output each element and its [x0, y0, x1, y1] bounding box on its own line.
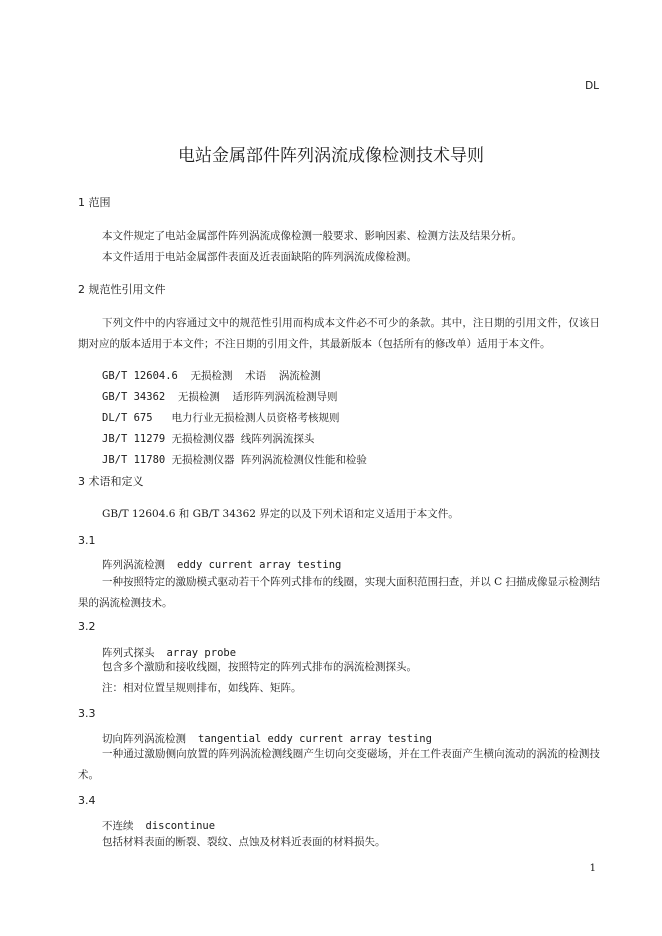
- document-title: 电站金属部件阵列涡流成像检测技术导则: [178, 146, 484, 166]
- document-code: DL: [585, 80, 599, 92]
- term-definition: 包括材料表面的断裂、裂纹、点蚀及材料近表面的材料损失。: [102, 836, 386, 848]
- term-zh: 阵列涡流检测: [102, 559, 165, 571]
- reference-item: DL/T 675 电力行业无损检测人员资格考核规则: [102, 412, 340, 424]
- scope-paragraph-1: 本文件规定了电站金属部件阵列涡流成像检测一般要求、影响因素、检测方法及结果分析。: [102, 230, 522, 242]
- term-number: 3.4: [78, 794, 96, 807]
- reference-item: JB/T 11279 无损检测仪器 线阵列涡流探头: [102, 433, 315, 445]
- term-zh: 切向阵列涡流检测: [102, 733, 186, 745]
- term-zh: 不连续: [102, 820, 134, 832]
- reference-item: GB/T 12604.6 无损检测 术语 涡流检测: [102, 370, 321, 382]
- term-en: array probe: [166, 647, 237, 659]
- section-1-body: [78, 226, 600, 268]
- term-en: discontinue: [145, 820, 216, 832]
- term-number: 3.2: [78, 620, 96, 633]
- reference-list: [102, 366, 367, 471]
- section-2-heading: 2 规范性引用文件: [78, 283, 166, 296]
- section-3-intro: GB/T 12604.6 和 GB/T 34362 界定的以及下列术语和定义适用于本文件。: [102, 508, 459, 520]
- term-zh: 阵列式探头: [102, 647, 155, 659]
- term-definition: 包含多个激励和接收线圈，按照特定的阵列式排布的涡流检测探头。: [102, 661, 417, 673]
- term-definition: 一种通过激励侧向放置的阵列涡流检测线圈产生切向交变磁场，并在工件表面产生横向流动的涡流的检测技术。: [78, 748, 600, 781]
- page-number: 1: [589, 863, 596, 874]
- term-definition: 一种按照特定的激励模式驱动若干个阵列式排布的线圈，实现大面积范围扫查，并以 C 扫描成像显示检测结果的涡流检测技术。: [78, 576, 600, 609]
- section-2-intro: 下列文件中的内容通过文中的规范性引用而构成本文件必不可少的条款。其中，注日期的引用文件，仅该日期对应的版本适用于本文件；不注日期的引用文件，其最新版本（包括所有的修改单）适用于本文件。: [78, 317, 600, 350]
- term-title: [102, 818, 215, 833]
- term-note: 注：相对位置呈规则排布，如线阵、矩阵。: [102, 682, 302, 694]
- term-number: 3.3: [78, 707, 96, 720]
- term-number: 3.1: [78, 534, 96, 547]
- term-title: [102, 557, 341, 572]
- term-en: tangential eddy current array testing: [198, 733, 432, 745]
- section-3-heading: 3 术语和定义: [78, 475, 144, 488]
- reference-item: GB/T 34362 无损检测 适形阵列涡流检测导则: [102, 391, 338, 403]
- reference-item: JB/T 11780 无损检测仪器 阵列涡流检测仪性能和检验: [102, 454, 367, 466]
- scope-paragraph-2: 本文件适用于电站金属部件表面及近表面缺陷的阵列涡流成像检测。: [102, 251, 417, 263]
- term-en: eddy current array testing: [177, 559, 342, 571]
- section-1-heading: 1 范围: [78, 196, 111, 209]
